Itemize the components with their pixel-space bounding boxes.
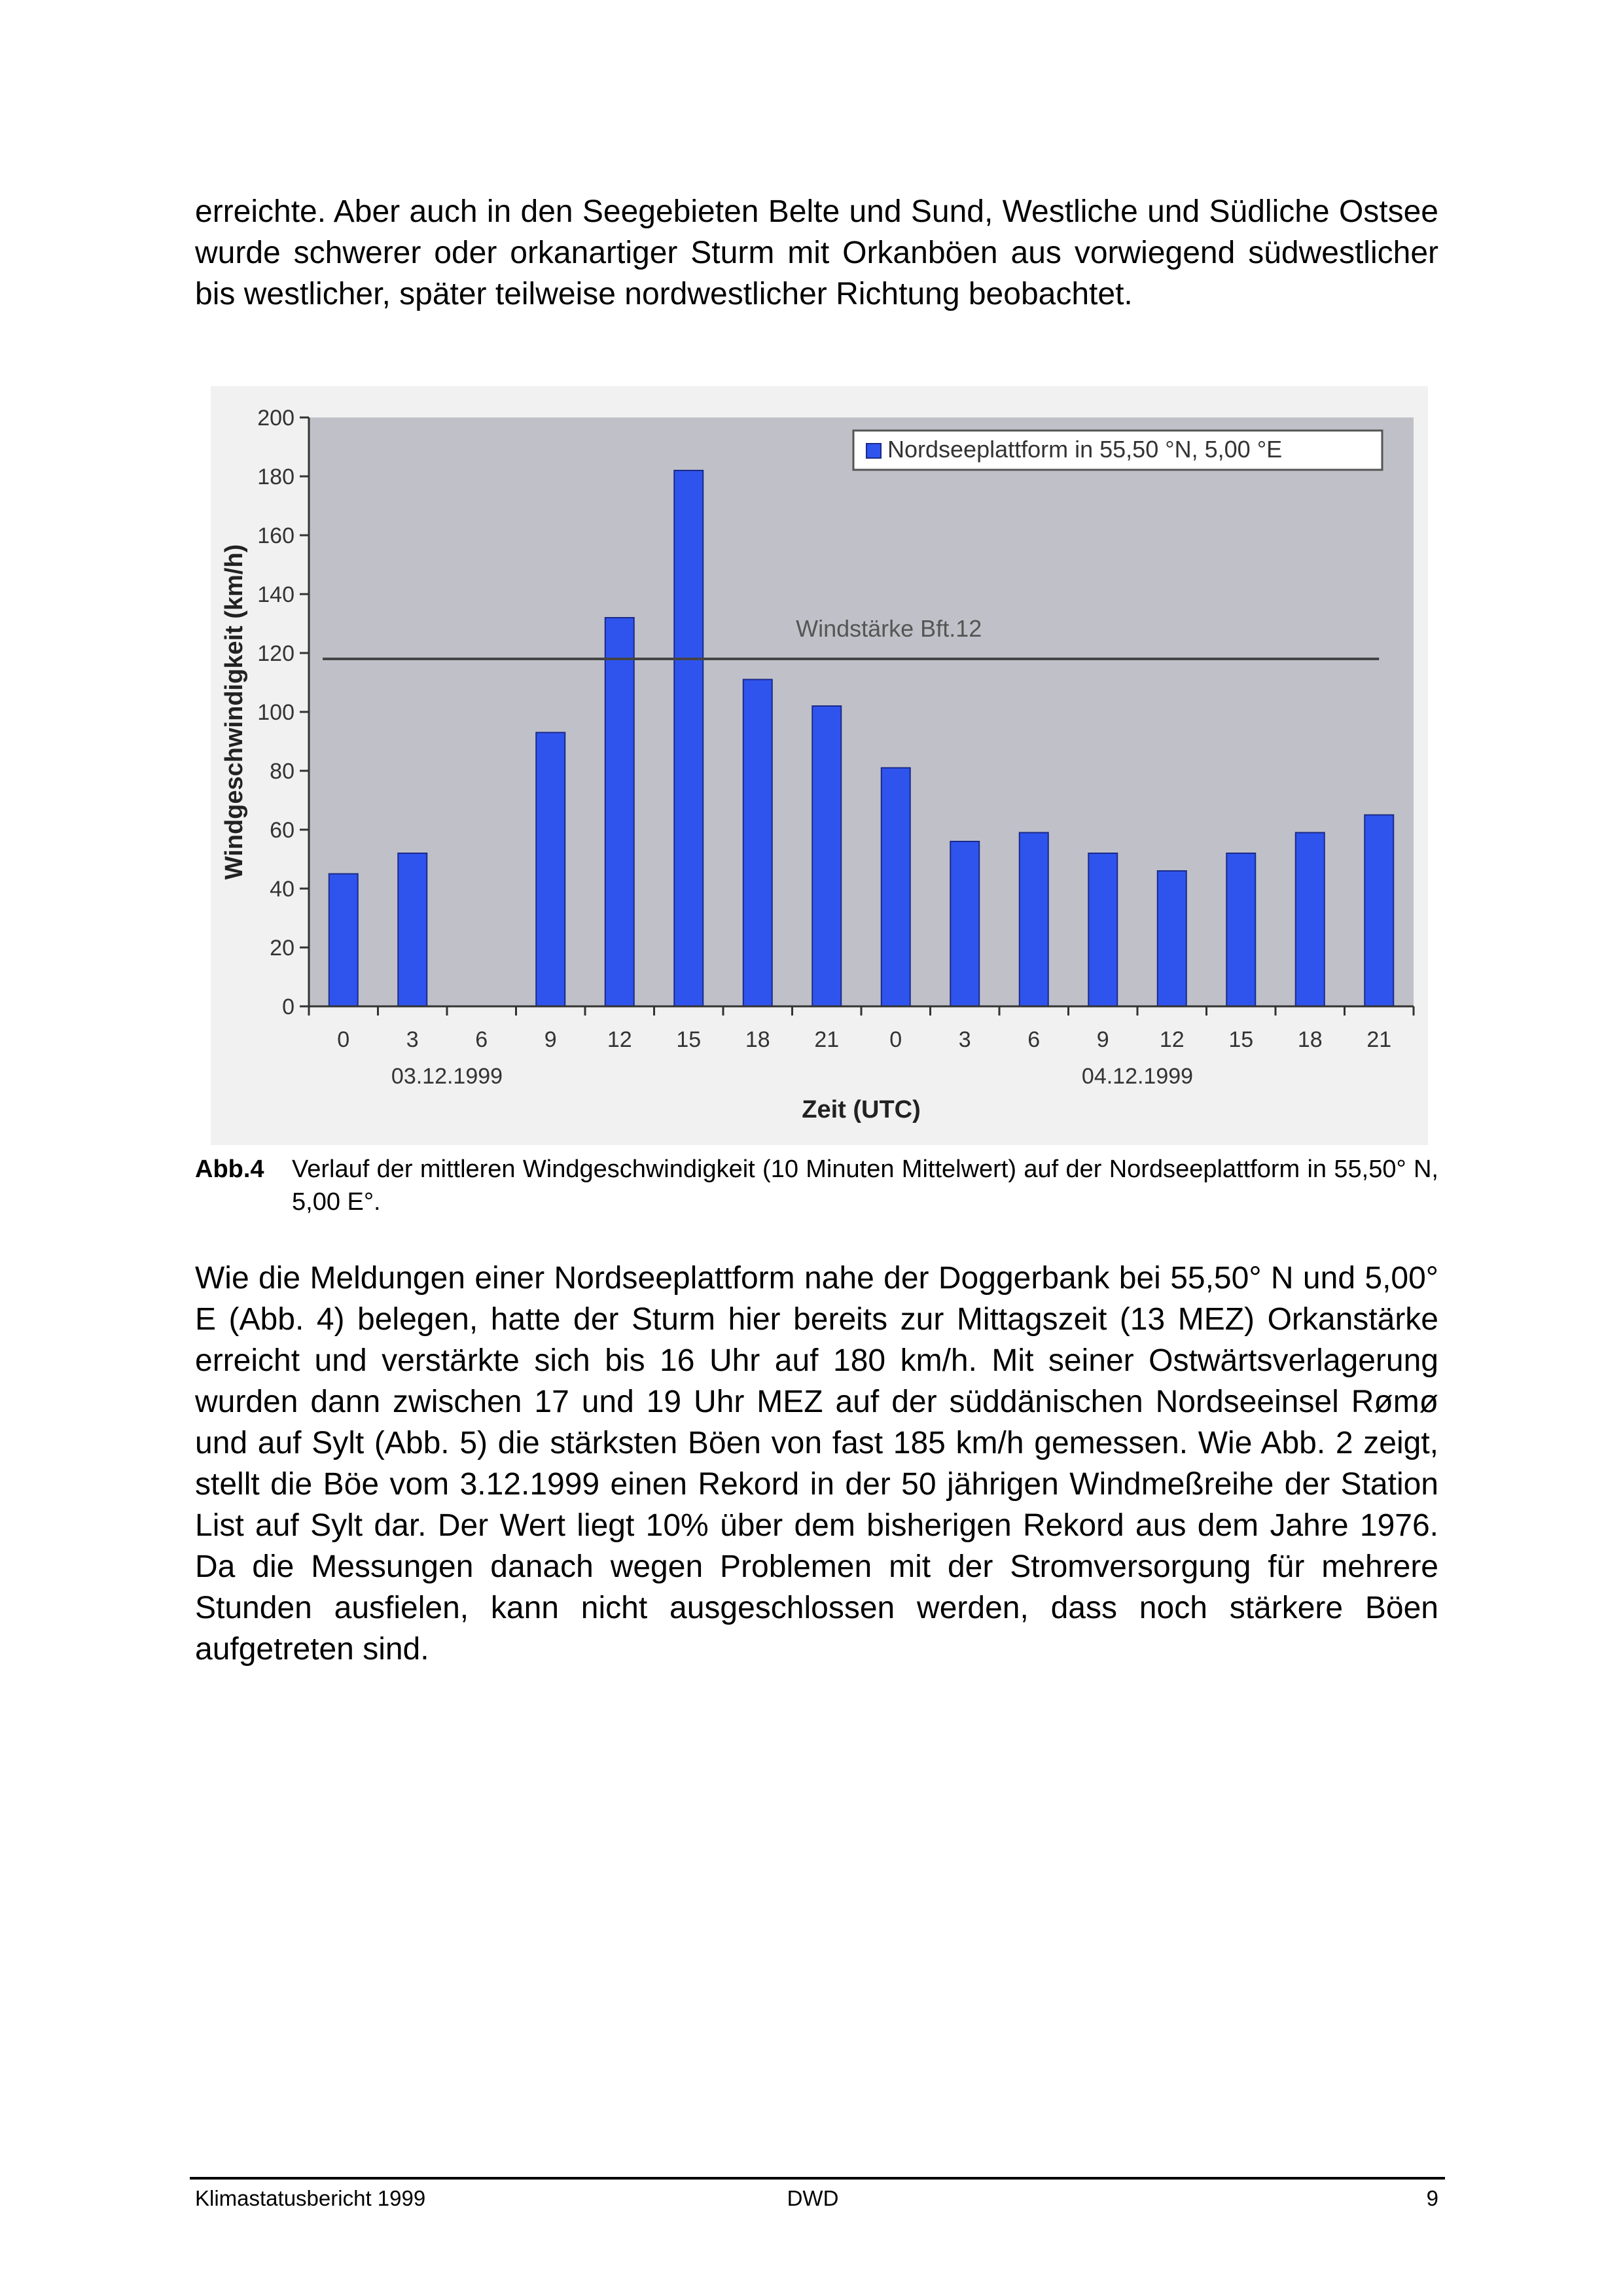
reference-line-label: Windstärke Bft.12 [796, 615, 982, 642]
bar [1226, 853, 1255, 1006]
x-axis-label: Zeit (UTC) [802, 1096, 921, 1123]
y-tick-label: 120 [257, 641, 294, 666]
bar [1296, 833, 1325, 1007]
x-tick-label: 0 [889, 1027, 902, 1052]
y-tick-label: 140 [257, 582, 294, 607]
x-tick-label: 9 [1096, 1027, 1109, 1052]
bar [1364, 815, 1393, 1007]
x-tick-label: 15 [1228, 1027, 1254, 1052]
y-tick-label: 100 [257, 700, 294, 725]
y-tick-label: 200 [257, 406, 294, 431]
x-tick-label: 18 [1297, 1027, 1323, 1052]
bar [329, 874, 358, 1007]
bar [605, 618, 634, 1006]
footer-report-title: Klimastatusbericht 1999 [195, 2186, 426, 2210]
x-tick-label: 21 [814, 1027, 840, 1052]
intro-paragraph: erreichte. Aber auch in den Seegebieten Belte und Sund, Westliche und Südliche Ostsee wurde schwerer oder orkanartiger Sturm mit Orkanböen aus vorwiegend südwestlicher bis westlicher, später teilweise nordwestlicher Richtung beobachtet. [195, 194, 1438, 311]
bar [398, 853, 427, 1006]
y-tick-label: 80 [270, 759, 294, 784]
legend-label: Nordseeplattform in 55,50 °N, 5,00 °E [887, 436, 1283, 463]
bar [950, 841, 979, 1006]
y-tick-label: 180 [257, 465, 294, 489]
bar [1158, 871, 1186, 1006]
wind-speed-chart [211, 386, 1428, 1145]
bar [812, 706, 841, 1006]
legend-swatch [866, 444, 881, 458]
footer-publisher: DWD [787, 2186, 839, 2210]
y-tick-label: 60 [270, 818, 294, 843]
x-tick-label: 21 [1366, 1027, 1392, 1052]
main-paragraph: Wie die Meldungen einer Nordseeplattform nahe der Doggerbank bei 55,50° N und 5,00° E (Abb. 4) belegen, hatte der Sturm hier bereits zur Mittagszeit (13 MEZ) Orkanstärke erreicht und verstärkte sich bis 16 Uhr auf 180 km/h. Mit seiner Ostwärtsverlagerung wurden dann zwischen 17 und 19 Uhr MEZ auf der süddänischen Nordseeinsel Rømø und auf Sylt (Abb. 5) die stärksten Böen von fast 185 km/h gemessen. Wie Abb. 2 zeigt, stellt die Böe vom 3.12.1999 einen Rekord in der 50 jährigen Windmeßreihe der Station List auf Sylt dar. Der Wert liegt 10% über dem bisherigen Rekord aus dem Jahre 1976. Da die Messungen danach wegen Problemen mit der Stromversorgung für mehrere Stunden ausfielen, kann nicht ausgeschlossen werden, dass noch stärkere Böen aufgetreten sind. [195, 1261, 1438, 1667]
x-tick-label: 6 [475, 1027, 488, 1052]
bar [1088, 853, 1117, 1006]
bar [674, 470, 703, 1006]
y-tick-label: 20 [270, 936, 294, 961]
caption-label: Abb.4 [195, 1156, 264, 1183]
x-tick-label: 12 [607, 1027, 632, 1052]
x-tick-label: 18 [745, 1027, 770, 1052]
x-tick-label: 15 [676, 1027, 702, 1052]
bar [1020, 833, 1048, 1007]
bar [882, 768, 910, 1007]
y-tick-label: 160 [257, 523, 294, 548]
x-tick-label: 6 [1027, 1027, 1041, 1052]
x-tick-label: 12 [1159, 1027, 1185, 1052]
y-axis-label: Windgeschwindigkeit (km/h) [221, 544, 248, 880]
caption-text: Verlauf der mittleren Windgeschwindigkeit (10 Minuten Mittelwert) auf der Nordseeplattform in 55,50° N, 5,00 E°. [292, 1156, 1438, 1216]
page-number: 9 [1426, 2186, 1438, 2210]
y-tick-label: 0 [282, 995, 294, 1019]
x-tick-label: 9 [544, 1027, 557, 1052]
x-tick-label: 3 [958, 1027, 971, 1052]
legend [853, 431, 1382, 470]
footer-rule [190, 2177, 1445, 2180]
x-tick-label: 0 [337, 1027, 350, 1052]
y-tick-label: 40 [270, 877, 294, 902]
bar [536, 733, 565, 1007]
date-label: 03.12.1999 [391, 1064, 503, 1089]
date-label: 04.12.1999 [1081, 1064, 1194, 1089]
x-tick-label: 3 [406, 1027, 419, 1052]
bar [743, 680, 772, 1007]
